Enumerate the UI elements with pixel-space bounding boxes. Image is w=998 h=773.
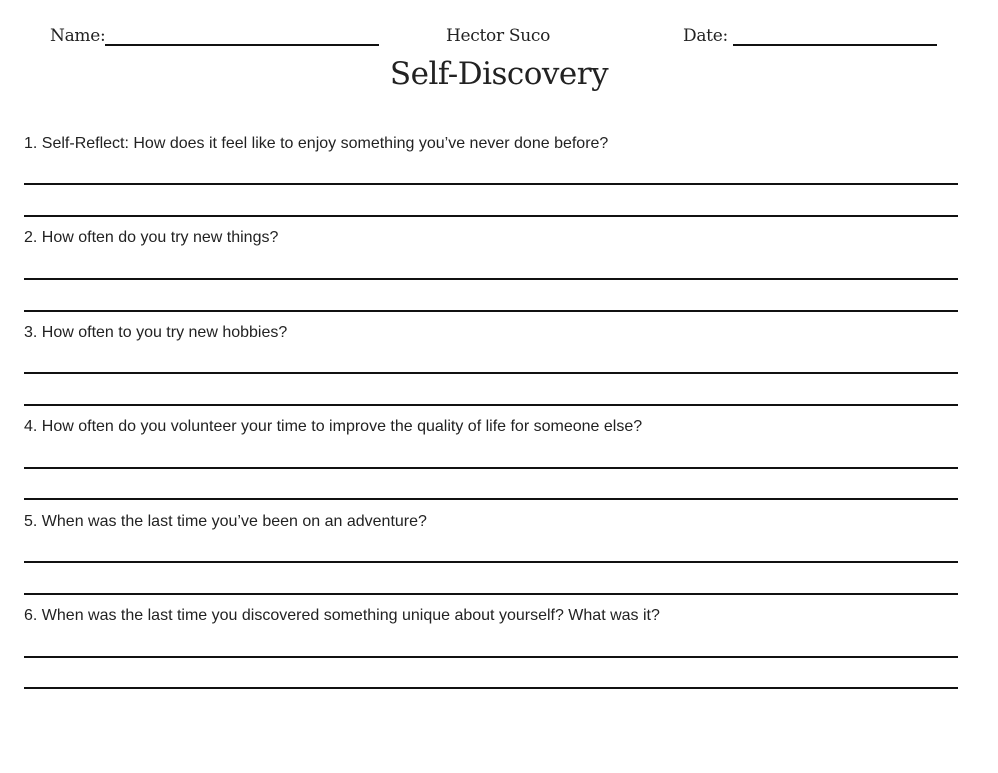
- question-3: 3. How often to you try new hobbies?: [24, 324, 288, 341]
- answer-line-4b[interactable]: [24, 498, 958, 500]
- answer-line-5b[interactable]: [24, 593, 958, 595]
- date-label: Date:: [683, 26, 728, 46]
- answer-line-3a[interactable]: [24, 372, 958, 374]
- question-1: 1. Self-Reflect: How does it feel like to enjoy something you’ve never done before?: [24, 135, 609, 152]
- question-6: 6. When was the last time you discovered something unique about yourself? What was it?: [24, 607, 660, 624]
- name-blank-line[interactable]: [105, 44, 379, 46]
- question-5: 5. When was the last time you’ve been on an adventure?: [24, 513, 427, 530]
- answer-line-6b[interactable]: [24, 687, 958, 689]
- name-label: Name:: [50, 26, 106, 46]
- question-2: 2. How often do you try new things?: [24, 229, 279, 246]
- answer-line-4a[interactable]: [24, 467, 958, 469]
- answer-line-3b[interactable]: [24, 404, 958, 406]
- answer-line-2b[interactable]: [24, 310, 958, 312]
- date-blank-line[interactable]: [733, 44, 937, 46]
- question-4: 4. How often do you volunteer your time to improve the quality of life for someone else?: [24, 418, 643, 435]
- answer-line-2a[interactable]: [24, 278, 958, 280]
- answer-line-1a[interactable]: [24, 183, 958, 185]
- author-name: Hector Suco: [446, 26, 551, 46]
- answer-line-1b[interactable]: [24, 215, 958, 217]
- answer-line-5a[interactable]: [24, 561, 958, 563]
- answer-line-6a[interactable]: [24, 656, 958, 658]
- page-title: Self-Discovery: [389, 56, 609, 92]
